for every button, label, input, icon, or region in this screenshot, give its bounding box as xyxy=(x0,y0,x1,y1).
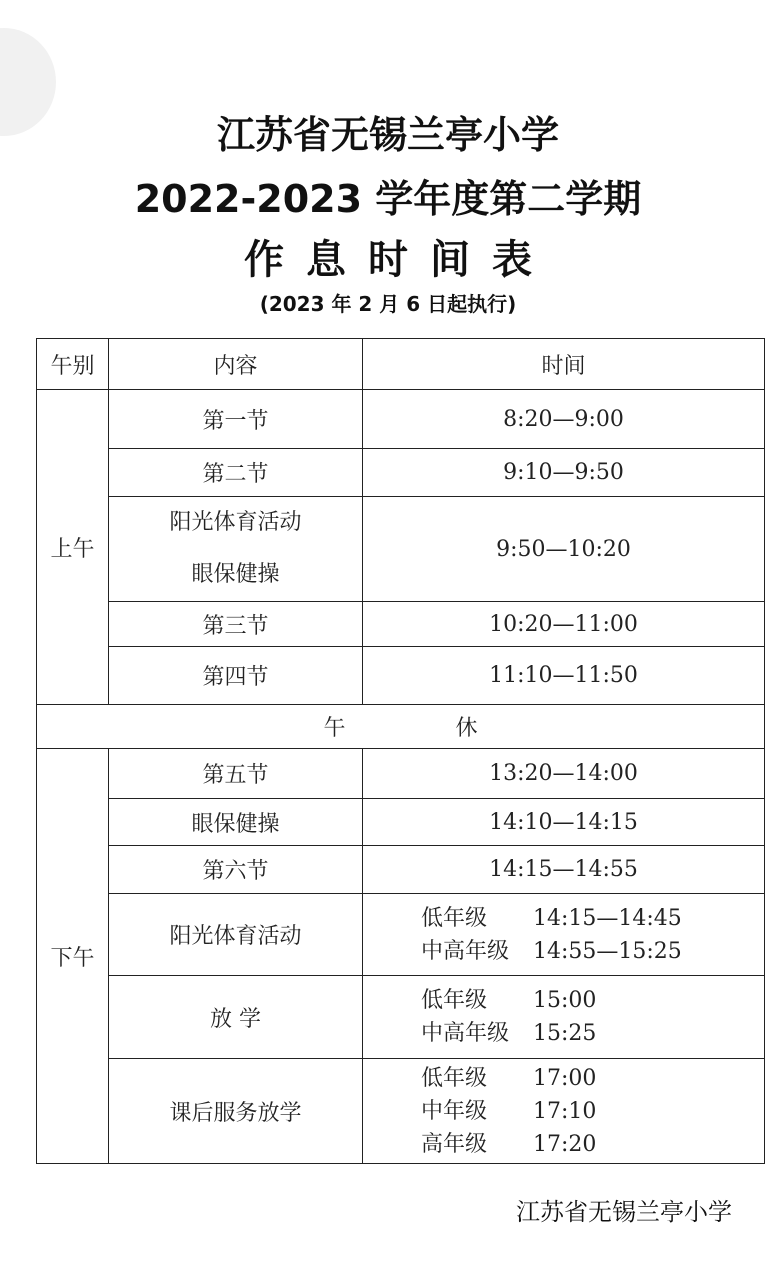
grade-time: 14:55—15:25 xyxy=(533,938,682,964)
footer-school: 江苏省无锡兰亭小学 xyxy=(516,1198,732,1226)
table-row xyxy=(37,647,765,705)
grade-line xyxy=(421,1095,764,1128)
noon-break-row xyxy=(37,705,765,749)
table-header-row xyxy=(37,339,765,390)
noon-break-right: 休 xyxy=(455,716,478,741)
row-content: 第三节 xyxy=(109,602,363,647)
table-row xyxy=(37,749,765,799)
table-row xyxy=(37,1059,765,1164)
grade-time: 15:25 xyxy=(533,1021,597,1046)
grade-time: 15:00 xyxy=(533,988,597,1013)
row-time: 8:20—9:00 xyxy=(363,390,765,449)
grade-time: 17:10 xyxy=(533,1098,597,1124)
row-time: 14:10—14:15 xyxy=(363,799,765,846)
row-content: 第二节 xyxy=(109,449,363,497)
grade-label: 低年级 xyxy=(421,905,488,931)
grade-label: 低年级 xyxy=(421,1065,488,1091)
header-period: 午别 xyxy=(37,339,109,390)
grade-time: 17:00 xyxy=(533,1065,597,1091)
row-content: 课后服务放学 xyxy=(109,1059,363,1164)
table-row xyxy=(37,449,765,497)
row-time: 11:10—11:50 xyxy=(363,647,765,705)
row-content: 阳光体育活动 xyxy=(109,894,363,976)
table-row xyxy=(37,497,765,602)
grade-time: 14:15—14:45 xyxy=(533,905,682,931)
row-content: 放 学 xyxy=(109,976,363,1059)
grade-label: 低年级 xyxy=(421,988,488,1013)
header-time: 时间 xyxy=(363,339,765,390)
table-row xyxy=(37,799,765,846)
row-content-line: 眼保健操 xyxy=(191,562,280,587)
table-row xyxy=(37,976,765,1059)
noon-break xyxy=(37,705,765,749)
row-time: 9:10—9:50 xyxy=(363,449,765,497)
grade-line xyxy=(421,1062,764,1095)
grade-label: 中高年级 xyxy=(421,938,510,964)
grade-line xyxy=(421,1017,764,1050)
table-row xyxy=(37,894,765,976)
schedule-table xyxy=(36,338,765,1164)
grade-time: 17:20 xyxy=(533,1131,597,1157)
row-content: 第五节 xyxy=(109,749,363,799)
grade-label: 高年级 xyxy=(421,1131,488,1157)
row-content: 第六节 xyxy=(109,846,363,894)
table-row xyxy=(37,602,765,647)
row-content-line: 阳光体育活动 xyxy=(169,510,302,535)
grade-label: 中高年级 xyxy=(421,1021,510,1046)
noon-break-left: 午 xyxy=(323,716,346,741)
header-content: 内容 xyxy=(109,339,363,390)
row-time-multi xyxy=(363,894,765,976)
row-time-multi xyxy=(363,976,765,1059)
table-row xyxy=(37,846,765,894)
row-time-multi xyxy=(363,1059,765,1164)
row-content: 第四节 xyxy=(109,647,363,705)
grade-label: 中年级 xyxy=(421,1098,488,1124)
row-time: 13:20—14:00 xyxy=(363,749,765,799)
morning-label: 上午 xyxy=(37,390,109,705)
grade-line xyxy=(421,935,764,968)
term-title: 2022-2023 学年度第二学期 xyxy=(134,177,642,221)
school-title: 江苏省无锡兰亭小学 xyxy=(216,113,559,157)
table-row xyxy=(37,390,765,449)
row-time: 10:20—11:00 xyxy=(363,602,765,647)
schedule-title: 作息时间表 xyxy=(244,237,554,283)
row-content: 第一节 xyxy=(109,390,363,449)
afternoon-label: 下午 xyxy=(37,749,109,1164)
row-content xyxy=(109,497,363,602)
row-content: 眼保健操 xyxy=(109,799,363,846)
grade-line xyxy=(421,984,764,1017)
row-time: 14:15—14:55 xyxy=(363,846,765,894)
effective-date: (2023 年 2 月 6 日起执行) xyxy=(259,292,517,316)
grade-line xyxy=(421,902,764,935)
row-time: 9:50—10:20 xyxy=(363,497,765,602)
grade-line xyxy=(421,1128,764,1161)
